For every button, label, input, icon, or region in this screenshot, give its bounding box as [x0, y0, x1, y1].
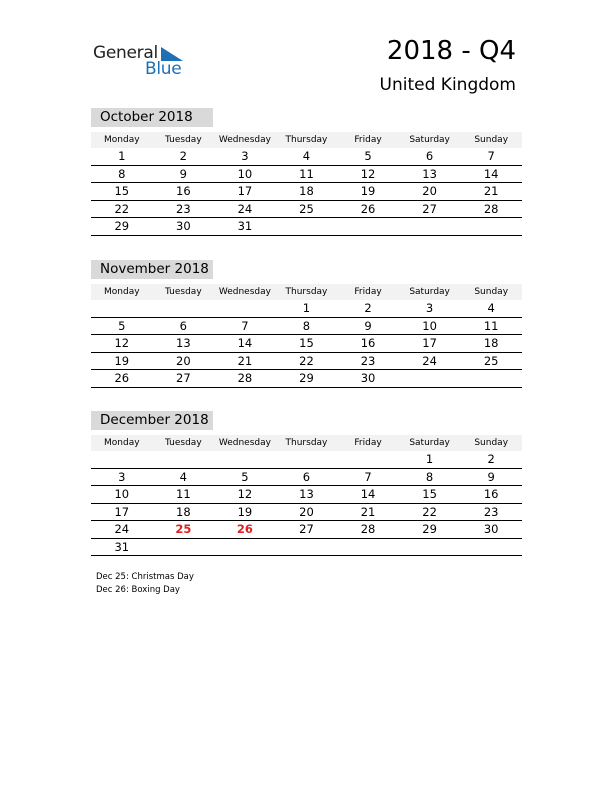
day-cell: 3 [214, 148, 276, 165]
weekday-label: Monday [91, 284, 153, 300]
day-cell: 5 [214, 468, 276, 486]
week-row [91, 218, 522, 236]
day-cell: 4 [460, 300, 522, 317]
day-cell: 10 [214, 165, 276, 183]
weekday-label: Thursday [276, 435, 338, 451]
day-cell: 11 [276, 165, 338, 183]
weekday-label: Wednesday [214, 284, 276, 300]
weekday-label: Wednesday [214, 132, 276, 148]
day-cell: 23 [460, 503, 522, 521]
country-subtitle: United Kingdom [379, 75, 516, 95]
day-cell: 16 [460, 486, 522, 504]
day-cell [399, 538, 461, 556]
day-cell: 5 [337, 148, 399, 165]
week-row [91, 335, 522, 353]
week-row [91, 370, 522, 388]
day-cell: 9 [153, 165, 215, 183]
week-row [91, 317, 522, 335]
day-cell [460, 370, 522, 388]
day-cell: 1 [276, 300, 338, 317]
day-cell [153, 300, 215, 317]
day-cell: 16 [337, 335, 399, 353]
day-cell: 20 [399, 183, 461, 201]
day-cell: 16 [153, 183, 215, 201]
day-cell: 15 [91, 183, 153, 201]
day-cell: 24 [399, 352, 461, 370]
day-cell: 9 [460, 468, 522, 486]
day-cell [399, 370, 461, 388]
day-cell: 25 [276, 200, 338, 218]
week-row [91, 300, 522, 317]
weekday-label: Thursday [276, 132, 338, 148]
day-cell: 29 [399, 521, 461, 539]
day-cell: 29 [91, 218, 153, 236]
day-cell: 23 [153, 200, 215, 218]
calendar-table [91, 284, 522, 388]
day-cell: 30 [337, 370, 399, 388]
day-cell: 10 [399, 317, 461, 335]
day-cell: 30 [153, 218, 215, 236]
week-row [91, 352, 522, 370]
day-cell: 30 [460, 521, 522, 539]
day-cell: 17 [91, 503, 153, 521]
week-row [91, 486, 522, 504]
day-cell: 3 [399, 300, 461, 317]
day-cell: 13 [276, 486, 338, 504]
weekday-label: Saturday [399, 132, 461, 148]
week-row [91, 468, 522, 486]
day-cell: 19 [91, 352, 153, 370]
day-cell: 22 [276, 352, 338, 370]
day-cell: 21 [337, 503, 399, 521]
day-cell: 2 [153, 148, 215, 165]
month-november [91, 260, 522, 388]
weekday-label: Sunday [460, 132, 522, 148]
week-row [91, 538, 522, 556]
day-cell: 19 [337, 183, 399, 201]
day-cell: 14 [214, 335, 276, 353]
day-cell: 9 [337, 317, 399, 335]
day-cell: 5 [91, 317, 153, 335]
day-cell: 24 [91, 521, 153, 539]
day-cell: 14 [460, 165, 522, 183]
weekday-label: Friday [337, 132, 399, 148]
day-cell: 14 [337, 486, 399, 504]
day-cell: 23 [337, 352, 399, 370]
calendar-table [91, 132, 522, 236]
month-header: October 2018 [91, 108, 213, 127]
weekday-label: Monday [91, 435, 153, 451]
day-cell: 12 [214, 486, 276, 504]
weekday-label: Monday [91, 132, 153, 148]
day-cell: 15 [399, 486, 461, 504]
day-cell: 4 [153, 468, 215, 486]
logo-text-general: General [93, 43, 158, 63]
day-cell [337, 538, 399, 556]
day-cell: 19 [214, 503, 276, 521]
day-cell [460, 218, 522, 236]
day-cell: 11 [153, 486, 215, 504]
day-cell: 6 [399, 148, 461, 165]
day-cell: 24 [214, 200, 276, 218]
month-december [91, 411, 522, 556]
day-cell: 21 [460, 183, 522, 201]
weekday-label: Friday [337, 284, 399, 300]
week-row [91, 200, 522, 218]
day-cell: 2 [460, 451, 522, 468]
day-cell: 3 [91, 468, 153, 486]
month-header: November 2018 [91, 260, 213, 279]
day-cell: 13 [153, 335, 215, 353]
day-cell: 8 [276, 317, 338, 335]
month-header: December 2018 [91, 411, 213, 430]
day-cell [276, 451, 338, 468]
day-cell: 11 [460, 317, 522, 335]
day-cell [337, 218, 399, 236]
day-cell [214, 451, 276, 468]
weekday-label: Wednesday [214, 435, 276, 451]
day-cell: 31 [214, 218, 276, 236]
day-cell: 7 [460, 148, 522, 165]
day-cell: 12 [337, 165, 399, 183]
day-cell: 1 [399, 451, 461, 468]
day-cell: 18 [460, 335, 522, 353]
day-cell: 12 [91, 335, 153, 353]
day-cell: 25 [460, 352, 522, 370]
day-cell: 27 [276, 521, 338, 539]
day-cell: 28 [337, 521, 399, 539]
day-cell: 4 [276, 148, 338, 165]
weekday-header-row [91, 435, 522, 451]
logo [93, 43, 193, 79]
weekday-label: Saturday [399, 435, 461, 451]
month-october [91, 108, 522, 236]
day-cell [214, 300, 276, 317]
day-cell [91, 451, 153, 468]
day-cell [276, 218, 338, 236]
weekday-label: Sunday [460, 284, 522, 300]
day-cell: 27 [399, 200, 461, 218]
day-cell: 26 [91, 370, 153, 388]
week-row [91, 451, 522, 468]
day-cell: 2 [337, 300, 399, 317]
day-cell: 29 [276, 370, 338, 388]
day-cell [460, 538, 522, 556]
page-title: 2018 - Q4 [386, 36, 516, 66]
weekday-label: Thursday [276, 284, 338, 300]
day-cell: 18 [276, 183, 338, 201]
week-row [91, 521, 522, 539]
day-cell: 22 [91, 200, 153, 218]
day-cell [91, 300, 153, 317]
day-cell: 20 [153, 352, 215, 370]
day-cell: 10 [91, 486, 153, 504]
weekday-label: Friday [337, 435, 399, 451]
day-cell: 21 [214, 352, 276, 370]
holiday-day-cell: 25 [153, 521, 215, 539]
day-cell: 13 [399, 165, 461, 183]
day-cell [337, 451, 399, 468]
day-cell [153, 451, 215, 468]
day-cell: 8 [91, 165, 153, 183]
day-cell: 17 [214, 183, 276, 201]
weekday-label: Tuesday [153, 435, 215, 451]
week-row [91, 503, 522, 521]
day-cell: 7 [214, 317, 276, 335]
day-cell: 6 [276, 468, 338, 486]
week-row [91, 165, 522, 183]
holiday-note: Dec 26: Boxing Day [96, 584, 180, 595]
week-row [91, 183, 522, 201]
day-cell: 20 [276, 503, 338, 521]
day-cell: 1 [91, 148, 153, 165]
day-cell: 7 [337, 468, 399, 486]
day-cell [276, 538, 338, 556]
logo-text-blue: Blue [145, 59, 182, 79]
holiday-note: Dec 25: Christmas Day [96, 572, 194, 582]
weekday-label: Tuesday [153, 132, 215, 148]
calendar-table [91, 435, 522, 556]
week-row [91, 148, 522, 165]
weekday-label: Saturday [399, 284, 461, 300]
holiday-day-cell: 26 [214, 521, 276, 539]
day-cell: 28 [460, 200, 522, 218]
weekday-label: Sunday [460, 435, 522, 451]
day-cell [399, 218, 461, 236]
weekday-header-row [91, 284, 522, 300]
day-cell: 17 [399, 335, 461, 353]
weekday-label: Tuesday [153, 284, 215, 300]
day-cell: 22 [399, 503, 461, 521]
day-cell [214, 538, 276, 556]
day-cell: 26 [337, 200, 399, 218]
weekday-header-row [91, 132, 522, 148]
holiday-notes [96, 571, 194, 596]
day-cell: 18 [153, 503, 215, 521]
day-cell: 31 [91, 538, 153, 556]
day-cell: 8 [399, 468, 461, 486]
day-cell: 27 [153, 370, 215, 388]
day-cell: 15 [276, 335, 338, 353]
day-cell: 6 [153, 317, 215, 335]
day-cell [153, 538, 215, 556]
day-cell: 28 [214, 370, 276, 388]
